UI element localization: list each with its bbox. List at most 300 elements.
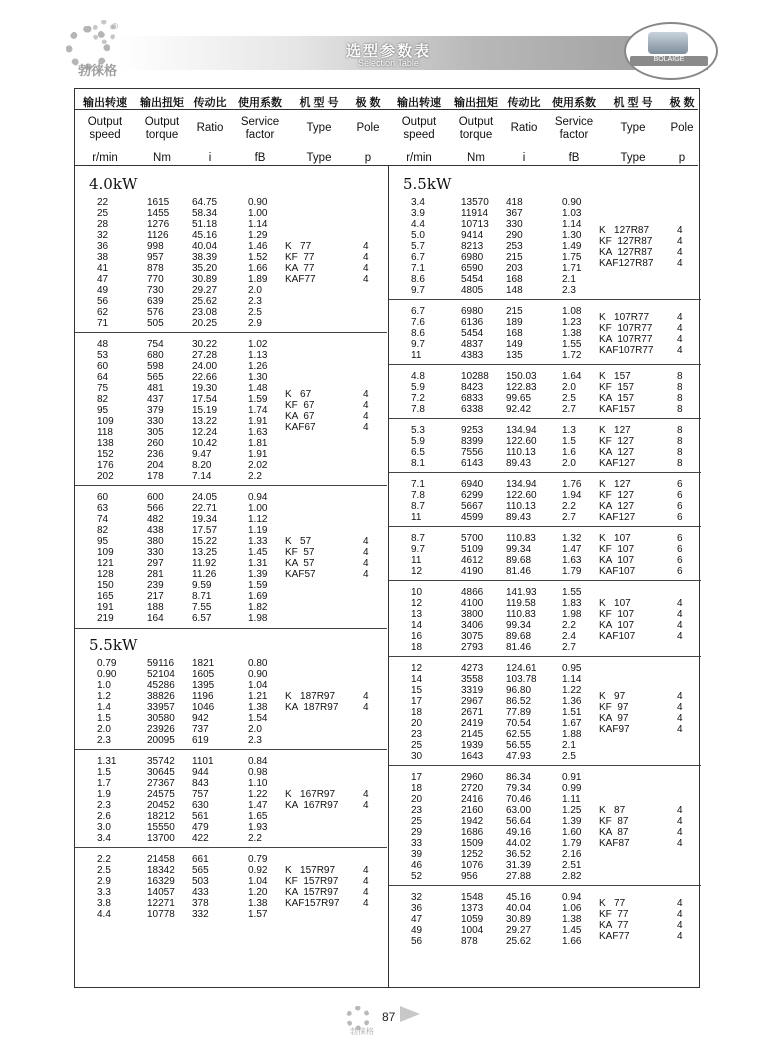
service-factor-cell: 1.66 bbox=[248, 263, 268, 274]
torque-cell: 52104 bbox=[147, 669, 175, 680]
service-factor-cell: 0.90 bbox=[562, 197, 582, 208]
type-entry bbox=[599, 898, 683, 909]
col-speed: 输出转速 Output speed r/min bbox=[397, 97, 441, 164]
ratio-cell: 661 bbox=[192, 854, 209, 865]
service-factor-cell: 2.82 bbox=[562, 871, 582, 882]
speed-cell: 56 bbox=[411, 936, 423, 947]
ratio-cell: 86.52 bbox=[506, 696, 532, 707]
page-number: 87 bbox=[382, 1010, 396, 1024]
type-code: KF 67 bbox=[285, 399, 315, 411]
speed-cell: 5.3 bbox=[411, 425, 425, 436]
torque-cell: 4837 bbox=[461, 339, 484, 350]
service-factor-cell: 1.20 bbox=[248, 887, 268, 898]
torque-cell: 6338 bbox=[461, 404, 484, 415]
service-factor-cell: 1.66 bbox=[562, 936, 582, 947]
torque-cell: 1455 bbox=[147, 208, 170, 219]
speed-cell: 20 bbox=[411, 718, 423, 729]
table-row bbox=[75, 658, 388, 669]
speed-cell: 11 bbox=[411, 350, 422, 361]
ratio-cell: 38.39 bbox=[192, 252, 218, 263]
table-row bbox=[389, 587, 702, 598]
service-factor-cell: 2.1 bbox=[562, 274, 576, 285]
column-header-right bbox=[389, 89, 702, 165]
torque-cell: 437 bbox=[147, 394, 164, 405]
type-code: KF 77 bbox=[285, 252, 315, 263]
torque-cell: 330 bbox=[147, 547, 164, 558]
ratio-cell: 124.61 bbox=[506, 663, 537, 674]
service-factor-cell: 1.47 bbox=[248, 800, 268, 811]
type-code: KA 127 bbox=[599, 447, 635, 458]
type-entry bbox=[599, 827, 683, 838]
ratio-cell: 30.89 bbox=[192, 274, 218, 285]
torque-cell: 24575 bbox=[147, 789, 175, 800]
ratio-cell: 253 bbox=[506, 241, 523, 252]
table-row bbox=[389, 794, 702, 805]
type-entry bbox=[599, 247, 683, 258]
service-factor-cell: 1.75 bbox=[562, 252, 582, 263]
speed-cell: 38 bbox=[97, 252, 109, 263]
table-row bbox=[75, 909, 388, 920]
service-factor-cell: 0.92 bbox=[248, 865, 268, 876]
torque-cell: 598 bbox=[147, 361, 164, 372]
service-factor-cell: 0.79 bbox=[248, 854, 268, 865]
type-code: KF 157 bbox=[599, 382, 635, 393]
torque-cell: 236 bbox=[147, 449, 164, 460]
ratio-cell: 942 bbox=[192, 713, 209, 724]
ratio-cell: 8.71 bbox=[192, 591, 212, 602]
service-factor-cell: 2.5 bbox=[562, 393, 576, 404]
pole-value: 4 bbox=[677, 609, 683, 620]
ratio-cell: 15.19 bbox=[192, 405, 218, 416]
ratio-cell: 99.34 bbox=[506, 544, 532, 555]
speed-cell: 0.79 bbox=[97, 658, 117, 669]
service-factor-cell: 2.3 bbox=[562, 285, 576, 296]
speed-cell: 3.4 bbox=[411, 197, 425, 208]
table-row bbox=[75, 724, 388, 735]
torque-cell: 33957 bbox=[147, 702, 175, 713]
speed-cell: 2.0 bbox=[97, 724, 111, 735]
ratio-cell: 290 bbox=[506, 230, 523, 241]
col-pole: 极 数 Pole p bbox=[669, 97, 695, 164]
speed-cell: 3.3 bbox=[97, 887, 111, 898]
table-row bbox=[389, 849, 702, 860]
ratio-cell: 332 bbox=[192, 909, 209, 920]
service-factor-cell: 1.79 bbox=[562, 838, 582, 849]
col-speed: 输出转速 Output speed r/min bbox=[83, 97, 127, 164]
speed-cell: 4.4 bbox=[97, 909, 111, 920]
torque-cell: 2671 bbox=[461, 707, 484, 718]
service-factor-cell: 1.21 bbox=[248, 691, 268, 702]
pole-value: 4 bbox=[677, 930, 683, 942]
ratio-cell: 25.62 bbox=[192, 296, 218, 307]
speed-cell: 0.90 bbox=[97, 669, 117, 680]
type-list bbox=[285, 389, 369, 433]
table-row bbox=[389, 860, 702, 871]
pole-value: 4 bbox=[677, 723, 683, 735]
service-factor-cell: 1.67 bbox=[562, 718, 582, 729]
torque-cell: 297 bbox=[147, 558, 164, 569]
table-row bbox=[75, 449, 388, 460]
type-code: KF 157R97 bbox=[285, 876, 339, 887]
type-code: KA 157R97 bbox=[285, 887, 339, 898]
torque-cell: 2793 bbox=[461, 642, 484, 653]
type-entry bbox=[599, 490, 683, 501]
pole-value: 6 bbox=[677, 555, 683, 566]
type-code: KA 157 bbox=[599, 393, 635, 404]
page-title: 选型参数表 bbox=[345, 42, 431, 60]
pole-value: 4 bbox=[677, 322, 683, 334]
speed-cell: 53 bbox=[97, 350, 109, 361]
type-code: K 107 bbox=[599, 533, 631, 544]
pole-value: 4 bbox=[363, 274, 369, 285]
service-factor-cell: 1.26 bbox=[248, 361, 268, 372]
speed-cell: 14 bbox=[411, 674, 423, 685]
torque-cell: 6833 bbox=[461, 393, 484, 404]
speed-cell: 15 bbox=[411, 685, 423, 696]
table-row bbox=[75, 778, 388, 789]
ratio-cell: 99.65 bbox=[506, 393, 532, 404]
torque-cell: 730 bbox=[147, 285, 164, 296]
service-factor-cell: 1.55 bbox=[562, 587, 582, 598]
type-code: KA 127R87 bbox=[599, 246, 653, 258]
torque-cell: 9414 bbox=[461, 230, 484, 241]
table-row bbox=[75, 591, 388, 602]
ratio-cell: 503 bbox=[192, 876, 209, 887]
service-factor-cell: 1.55 bbox=[562, 339, 582, 350]
speed-cell: 32 bbox=[411, 892, 423, 903]
page-header bbox=[0, 0, 777, 88]
footer-arrow-icon bbox=[400, 1006, 420, 1022]
pole-value: 4 bbox=[677, 344, 683, 356]
table-row bbox=[75, 669, 388, 680]
torque-cell: 2416 bbox=[461, 794, 484, 805]
speed-cell: 2.3 bbox=[97, 735, 111, 746]
service-factor-cell: 1.3 bbox=[562, 425, 576, 436]
type-entry bbox=[599, 393, 683, 404]
type-entry bbox=[599, 425, 683, 436]
torque-cell: 6299 bbox=[461, 490, 484, 501]
left-panel bbox=[75, 165, 388, 987]
speed-cell: 17 bbox=[411, 696, 423, 707]
service-factor-cell: 1.45 bbox=[248, 547, 268, 558]
torque-cell: 10778 bbox=[147, 909, 175, 920]
pole-value: 8 bbox=[677, 458, 683, 469]
service-factor-cell: 2.2 bbox=[248, 833, 262, 844]
pole-value: 4 bbox=[363, 691, 369, 702]
service-factor-cell: 1.02 bbox=[248, 339, 268, 350]
speed-cell: 33 bbox=[411, 838, 423, 849]
ratio-cell: 13.22 bbox=[192, 416, 218, 427]
torque-cell: 6980 bbox=[461, 252, 484, 263]
torque-cell: 4612 bbox=[461, 555, 484, 566]
service-factor-cell: 1.32 bbox=[562, 533, 582, 544]
service-factor-cell: 1.69 bbox=[248, 591, 268, 602]
ratio-cell: 40.04 bbox=[506, 903, 532, 914]
service-factor-cell: 1.83 bbox=[562, 598, 582, 609]
torque-cell: 30580 bbox=[147, 713, 175, 724]
service-factor-cell: 2.02 bbox=[248, 460, 268, 471]
speed-cell: 3.9 bbox=[411, 208, 425, 219]
type-code: KA 67 bbox=[285, 410, 315, 422]
torque-cell: 878 bbox=[461, 936, 478, 947]
speed-cell: 22 bbox=[97, 197, 109, 208]
pole-value: 4 bbox=[677, 897, 683, 909]
table-row bbox=[75, 833, 388, 844]
type-list bbox=[599, 425, 683, 469]
torque-cell: 1076 bbox=[461, 860, 484, 871]
type-code: KF 77 bbox=[599, 908, 629, 920]
col-torque: 输出扭矩 Output torque Nm bbox=[140, 97, 184, 164]
torque-cell: 30645 bbox=[147, 767, 175, 778]
service-factor-cell: 1.23 bbox=[562, 317, 582, 328]
type-entry bbox=[599, 598, 683, 609]
service-factor-cell: 1.46 bbox=[248, 241, 268, 252]
type-entry bbox=[599, 334, 683, 345]
ratio-cell: 12.24 bbox=[192, 427, 218, 438]
torque-cell: 18342 bbox=[147, 865, 175, 876]
group-divider bbox=[389, 580, 701, 581]
speed-cell: 71 bbox=[97, 318, 109, 329]
service-factor-cell: 1.29 bbox=[248, 230, 268, 241]
type-entry bbox=[599, 555, 683, 566]
torque-cell: 566 bbox=[147, 503, 164, 514]
column-header-left bbox=[75, 89, 388, 165]
type-code: KF 57 bbox=[285, 547, 315, 558]
service-factor-cell: 1.10 bbox=[248, 778, 268, 789]
service-factor-cell: 1.52 bbox=[248, 252, 268, 263]
table-row bbox=[75, 735, 388, 746]
pole-value: 6 bbox=[677, 566, 683, 577]
pole-value: 4 bbox=[677, 919, 683, 931]
torque-cell: 204 bbox=[147, 460, 164, 471]
speed-cell: 9.7 bbox=[411, 544, 425, 555]
service-factor-cell: 2.0 bbox=[248, 724, 262, 735]
speed-cell: 219 bbox=[97, 613, 114, 624]
speed-cell: 5.9 bbox=[411, 436, 425, 447]
speed-cell: 1.5 bbox=[97, 767, 111, 778]
torque-cell: 217 bbox=[147, 591, 164, 602]
ratio-cell: 148 bbox=[506, 285, 523, 296]
pole-value: 4 bbox=[363, 898, 369, 909]
group-divider bbox=[75, 485, 387, 486]
ratio-cell: 56.55 bbox=[506, 740, 532, 751]
torque-cell: 2720 bbox=[461, 783, 484, 794]
ratio-cell: 757 bbox=[192, 789, 209, 800]
type-entry bbox=[599, 345, 683, 356]
speed-cell: 109 bbox=[97, 547, 114, 558]
ratio-cell: 479 bbox=[192, 822, 209, 833]
speed-cell: 82 bbox=[97, 394, 109, 405]
table-row bbox=[75, 230, 388, 241]
service-factor-cell: 1.54 bbox=[248, 713, 268, 724]
speed-cell: 17 bbox=[411, 772, 423, 783]
speed-cell: 3.8 bbox=[97, 898, 111, 909]
ratio-cell: 17.57 bbox=[192, 525, 218, 536]
type-code: K 97 bbox=[599, 690, 626, 702]
torque-cell: 4100 bbox=[461, 598, 484, 609]
type-entry bbox=[599, 533, 683, 544]
table-row bbox=[75, 339, 388, 350]
ratio-cell: 630 bbox=[192, 800, 209, 811]
ratio-cell: 27.88 bbox=[506, 871, 532, 882]
ratio-cell: 30.89 bbox=[506, 914, 532, 925]
speed-cell: 12 bbox=[411, 598, 423, 609]
table-row bbox=[75, 580, 388, 591]
torque-cell: 8423 bbox=[461, 382, 484, 393]
speed-cell: 6.7 bbox=[411, 252, 425, 263]
torque-cell: 15550 bbox=[147, 822, 175, 833]
type-entry bbox=[599, 225, 683, 236]
speed-cell: 95 bbox=[97, 405, 109, 416]
type-entry bbox=[599, 566, 683, 577]
pole-value: 4 bbox=[363, 410, 369, 422]
speed-cell: 10 bbox=[411, 587, 423, 598]
ratio-cell: 141.93 bbox=[506, 587, 537, 598]
type-code: K 67 bbox=[285, 388, 312, 400]
type-entry bbox=[599, 512, 683, 523]
torque-cell: 379 bbox=[147, 405, 164, 416]
speed-cell: 23 bbox=[411, 729, 423, 740]
service-factor-cell: 0.99 bbox=[562, 783, 582, 794]
pole-value: 4 bbox=[677, 235, 683, 247]
service-factor-cell: 1.30 bbox=[562, 230, 582, 241]
type-entry bbox=[285, 558, 369, 569]
pole-value: 4 bbox=[363, 388, 369, 400]
ratio-cell: 51.18 bbox=[192, 219, 218, 230]
service-factor-cell: 1.30 bbox=[248, 372, 268, 383]
torque-cell: 16329 bbox=[147, 876, 175, 887]
footer-brand: 勃徕格 bbox=[350, 1027, 374, 1036]
service-factor-cell: 1.72 bbox=[562, 350, 582, 361]
ratio-cell: 20.25 bbox=[192, 318, 218, 329]
torque-cell: 18212 bbox=[147, 811, 175, 822]
ratio-cell: 15.22 bbox=[192, 536, 218, 547]
ratio-cell: 79.34 bbox=[506, 783, 532, 794]
speed-cell: 165 bbox=[97, 591, 114, 602]
brand-badge-text: BOLAIGE bbox=[653, 56, 685, 63]
power-section-title: 4.0kW bbox=[89, 175, 138, 193]
table-row bbox=[75, 525, 388, 536]
type-list bbox=[285, 789, 369, 811]
table-row bbox=[75, 767, 388, 778]
type-list bbox=[285, 536, 369, 580]
type-list bbox=[599, 598, 683, 642]
service-factor-cell: 1.38 bbox=[248, 898, 268, 909]
ratio-cell: 31.39 bbox=[506, 860, 532, 871]
table-row bbox=[75, 680, 388, 691]
type-code: KAF67 bbox=[285, 421, 316, 433]
torque-cell: 8399 bbox=[461, 436, 484, 447]
torque-cell: 239 bbox=[147, 580, 164, 591]
torque-cell: 998 bbox=[147, 241, 164, 252]
ratio-cell: 44.02 bbox=[506, 838, 532, 849]
service-factor-cell: 2.3 bbox=[248, 296, 262, 307]
torque-cell: 2160 bbox=[461, 805, 484, 816]
service-factor-cell: 2.2 bbox=[248, 471, 262, 482]
torque-cell: 21458 bbox=[147, 854, 175, 865]
type-entry bbox=[599, 323, 683, 334]
type-entry bbox=[599, 447, 683, 458]
speed-cell: 5.7 bbox=[411, 241, 425, 252]
type-list bbox=[285, 691, 369, 713]
group-divider bbox=[389, 299, 701, 300]
torque-cell: 260 bbox=[147, 438, 164, 449]
speed-cell: 25 bbox=[411, 816, 423, 827]
col-torque: 输出扭矩 Output torque Nm bbox=[454, 97, 498, 164]
type-list bbox=[599, 533, 683, 577]
speed-cell: 46 bbox=[411, 860, 423, 871]
type-list bbox=[285, 865, 369, 909]
speed-cell: 1.2 bbox=[97, 691, 111, 702]
service-factor-cell: 1.13 bbox=[248, 350, 268, 361]
pole-value: 4 bbox=[677, 805, 683, 816]
speed-cell: 25 bbox=[411, 740, 423, 751]
table-row bbox=[389, 783, 702, 794]
torque-cell: 281 bbox=[147, 569, 164, 580]
type-entry bbox=[599, 501, 683, 512]
type-code: KAF97 bbox=[599, 723, 630, 735]
speed-cell: 176 bbox=[97, 460, 114, 471]
speed-cell: 18 bbox=[411, 642, 423, 653]
service-factor-cell: 2.4 bbox=[562, 631, 576, 642]
ratio-cell: 134.94 bbox=[506, 425, 537, 436]
ratio-cell: 45.16 bbox=[506, 892, 532, 903]
ratio-cell: 150.03 bbox=[506, 371, 537, 382]
service-factor-cell: 2.16 bbox=[562, 849, 582, 860]
torque-cell: 2967 bbox=[461, 696, 484, 707]
ratio-cell: 134.94 bbox=[506, 479, 537, 490]
torque-cell: 5454 bbox=[461, 328, 484, 339]
pole-value: 4 bbox=[677, 246, 683, 258]
table-row bbox=[75, 811, 388, 822]
torque-cell: 330 bbox=[147, 416, 164, 427]
service-factor-cell: 1.63 bbox=[248, 427, 268, 438]
speed-cell: 2.3 bbox=[97, 800, 111, 811]
ratio-cell: 77.89 bbox=[506, 707, 532, 718]
service-factor-cell: 1.81 bbox=[248, 438, 268, 449]
pole-value: 4 bbox=[677, 908, 683, 920]
pole-value: 4 bbox=[363, 252, 369, 263]
service-factor-cell: 0.90 bbox=[248, 197, 268, 208]
speed-cell: 7.2 bbox=[411, 393, 425, 404]
pole-value: 6 bbox=[677, 501, 683, 512]
service-factor-cell: 1.12 bbox=[248, 514, 268, 525]
torque-cell: 1942 bbox=[461, 816, 484, 827]
col-ratio: 传动比 Ratio i bbox=[193, 97, 227, 164]
col-service-factor: 使用系数 Service factor fB bbox=[238, 97, 282, 164]
type-code: KA 167R97 bbox=[285, 800, 339, 811]
torque-cell: 27367 bbox=[147, 778, 175, 789]
table-row bbox=[75, 460, 388, 471]
service-factor-cell: 1.38 bbox=[248, 702, 268, 713]
speed-cell: 12 bbox=[411, 663, 423, 674]
type-code: KF 87 bbox=[599, 816, 629, 827]
service-factor-cell: 2.0 bbox=[562, 382, 576, 393]
service-factor-cell: 2.7 bbox=[562, 404, 576, 415]
power-section-title: 5.5kW bbox=[89, 636, 138, 654]
pole-value: 4 bbox=[677, 257, 683, 269]
type-entry bbox=[285, 865, 369, 876]
ratio-cell: 565 bbox=[192, 865, 209, 876]
torque-cell: 3800 bbox=[461, 609, 484, 620]
table-row bbox=[75, 318, 388, 329]
pole-value: 4 bbox=[677, 701, 683, 713]
ratio-cell: 418 bbox=[506, 197, 523, 208]
ratio-cell: 433 bbox=[192, 887, 209, 898]
type-entry bbox=[599, 371, 683, 382]
type-code: KF 107 bbox=[599, 544, 635, 555]
speed-cell: 9.7 bbox=[411, 285, 425, 296]
